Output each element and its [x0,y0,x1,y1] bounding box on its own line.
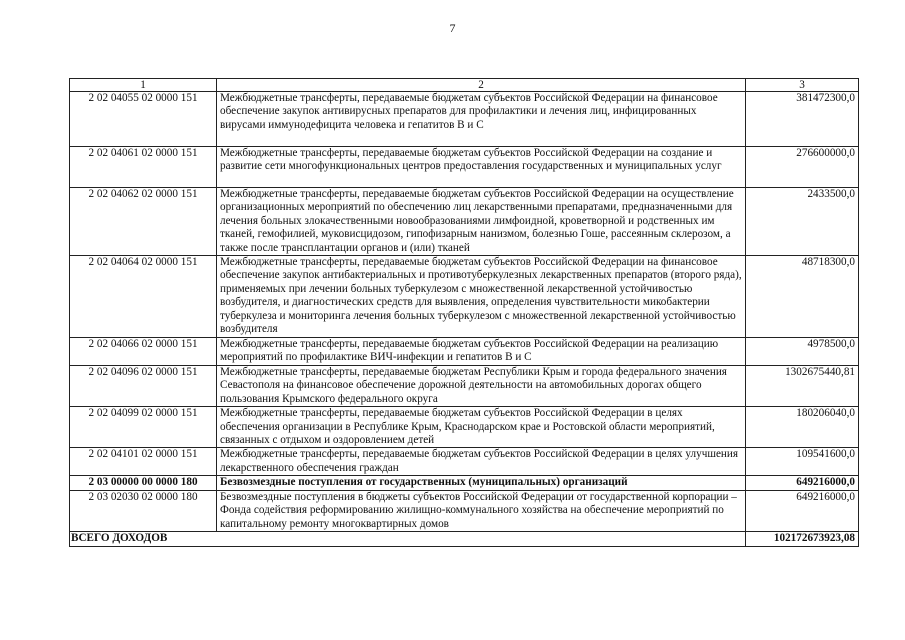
revenue-description: Безвозмездные поступления от государственных (муниципальных) организаций [217,476,746,490]
revenue-amount: 276600000,0 [746,147,859,188]
revenue-amount: 649216000,0 [746,490,859,531]
budget-code: 2 02 04064 02 0000 151 [70,256,217,338]
revenue-amount: 109541600,0 [746,448,859,476]
table-row [70,256,859,338]
revenue-amount: 1302675440,81 [746,366,859,407]
table-header-row [70,79,859,92]
revenue-amount: 4978500,0 [746,338,859,366]
budget-code: 2 02 04099 02 0000 151 [70,407,217,448]
revenue-amount: 2433500,0 [746,188,859,256]
budget-code: 2 02 04055 02 0000 151 [70,92,217,147]
revenue-description: Межбюджетные трансферты, передаваемые бюджетам субъектов Российской Федерации на реализацию мероприятий по профилактике ВИЧ-инфекции и гепатитов В и С [217,338,746,366]
revenue-description: Межбюджетные трансферты, передаваемые бюджетам Республики Крым и города федерального значения Севастополя на финансовое обеспечение дорожной деятельности на автомобильных дорогах общего пользования Крымского федерального округа [217,366,746,407]
table-row [70,407,859,448]
table-row [70,188,859,256]
revenue-amount: 180206040,0 [746,407,859,448]
revenue-description: Межбюджетные трансферты, передаваемые бюджетам субъектов Российской Федерации на создание и развитие сети многофункциональных центров предоставления государственных и муниципальных услуг [217,147,746,188]
table-row-subtotal [70,476,859,490]
budget-code: 2 02 04062 02 0000 151 [70,188,217,256]
revenue-amount: 48718300,0 [746,256,859,338]
column-header-description: 2 [217,79,746,92]
column-header-amount: 3 [746,79,859,92]
total-amount: 102172673923,08 [746,532,859,546]
budget-code: 2 03 02030 02 0000 180 [70,490,217,531]
revenue-description: Межбюджетные трансферты, передаваемые бюджетам субъектов Российской Федерации на финансовое обеспечение закупок антивирусных препаратов для профилактики и лечения лиц, инфицированных вирусами иммунодефицита человека и гепатитов В и С [217,92,746,147]
page-number: 7 [449,21,456,35]
column-header-code: 1 [70,79,217,92]
table-row-total [70,532,859,546]
table-row [70,92,859,147]
total-label: ВСЕГО ДОХОДОВ [70,532,746,546]
table-row [70,147,859,188]
revenue-amount: 649216000,0 [746,476,859,490]
budget-code: 2 02 04066 02 0000 151 [70,338,217,366]
revenue-description: Межбюджетные трансферты, передаваемые бюджетам субъектов Российской Федерации в целях улучшения лекарственного обеспечения граждан [217,448,746,476]
revenue-description: Межбюджетные трансферты, передаваемые бюджетам субъектов Российской Федерации в целях обеспечения организации в Республике Крым, Краснодарском крае и Ростовской области мероприятий, связанных с отдыхом и оздоровлением детей [217,407,746,448]
revenue-description: Межбюджетные трансферты, передаваемые бюджетам субъектов Российской Федерации на осуществление организационных мероприятий по обеспечению лиц лекарственными препаратами, предназначенными для лечения больных злокачественными новообразованиями лимфоидной, кроветворной и родственных им тканей, гемофилией, муковисцидозом, гипофизарным нанизмом, болезнью Гоше, рассеянным склерозом, а также после трансплантации органов и (или) тканей [217,188,746,256]
revenue-amount: 381472300,0 [746,92,859,147]
table-row [70,366,859,407]
revenue-description: Безвозмездные поступления в бюджеты субъектов Российской Федерации от государственной корпорации – Фонда содействия реформированию жилищно-коммунального хозяйства на обеспечение мероприятий по капитальному ремонту многоквартирных домов [217,490,746,531]
table-row [70,338,859,366]
table-row [70,448,859,476]
table-row [70,490,859,531]
budget-code: 2 02 04101 02 0000 151 [70,448,217,476]
budget-code: 2 02 04096 02 0000 151 [70,366,217,407]
budget-code: 2 02 04061 02 0000 151 [70,147,217,188]
revenue-description: Межбюджетные трансферты, передаваемые бюджетам субъектов Российской Федерации на финансовое обеспечение закупок антибактериальных и противотуберкулезных лекарственных препаратов (второго ряда), применяемых при лечении больных туберкулезом с множественной лекарственной устойчивостью возбудителя, и диагностических средств для выявления, определения чувствительности микобактерии туберкулеза и мониторинга лечения больных туберкулезом с множественной лекарственной устойчивостью возбудителя [217,256,746,338]
revenue-table [69,78,859,547]
budget-code: 2 03 00000 00 0000 180 [70,476,217,490]
